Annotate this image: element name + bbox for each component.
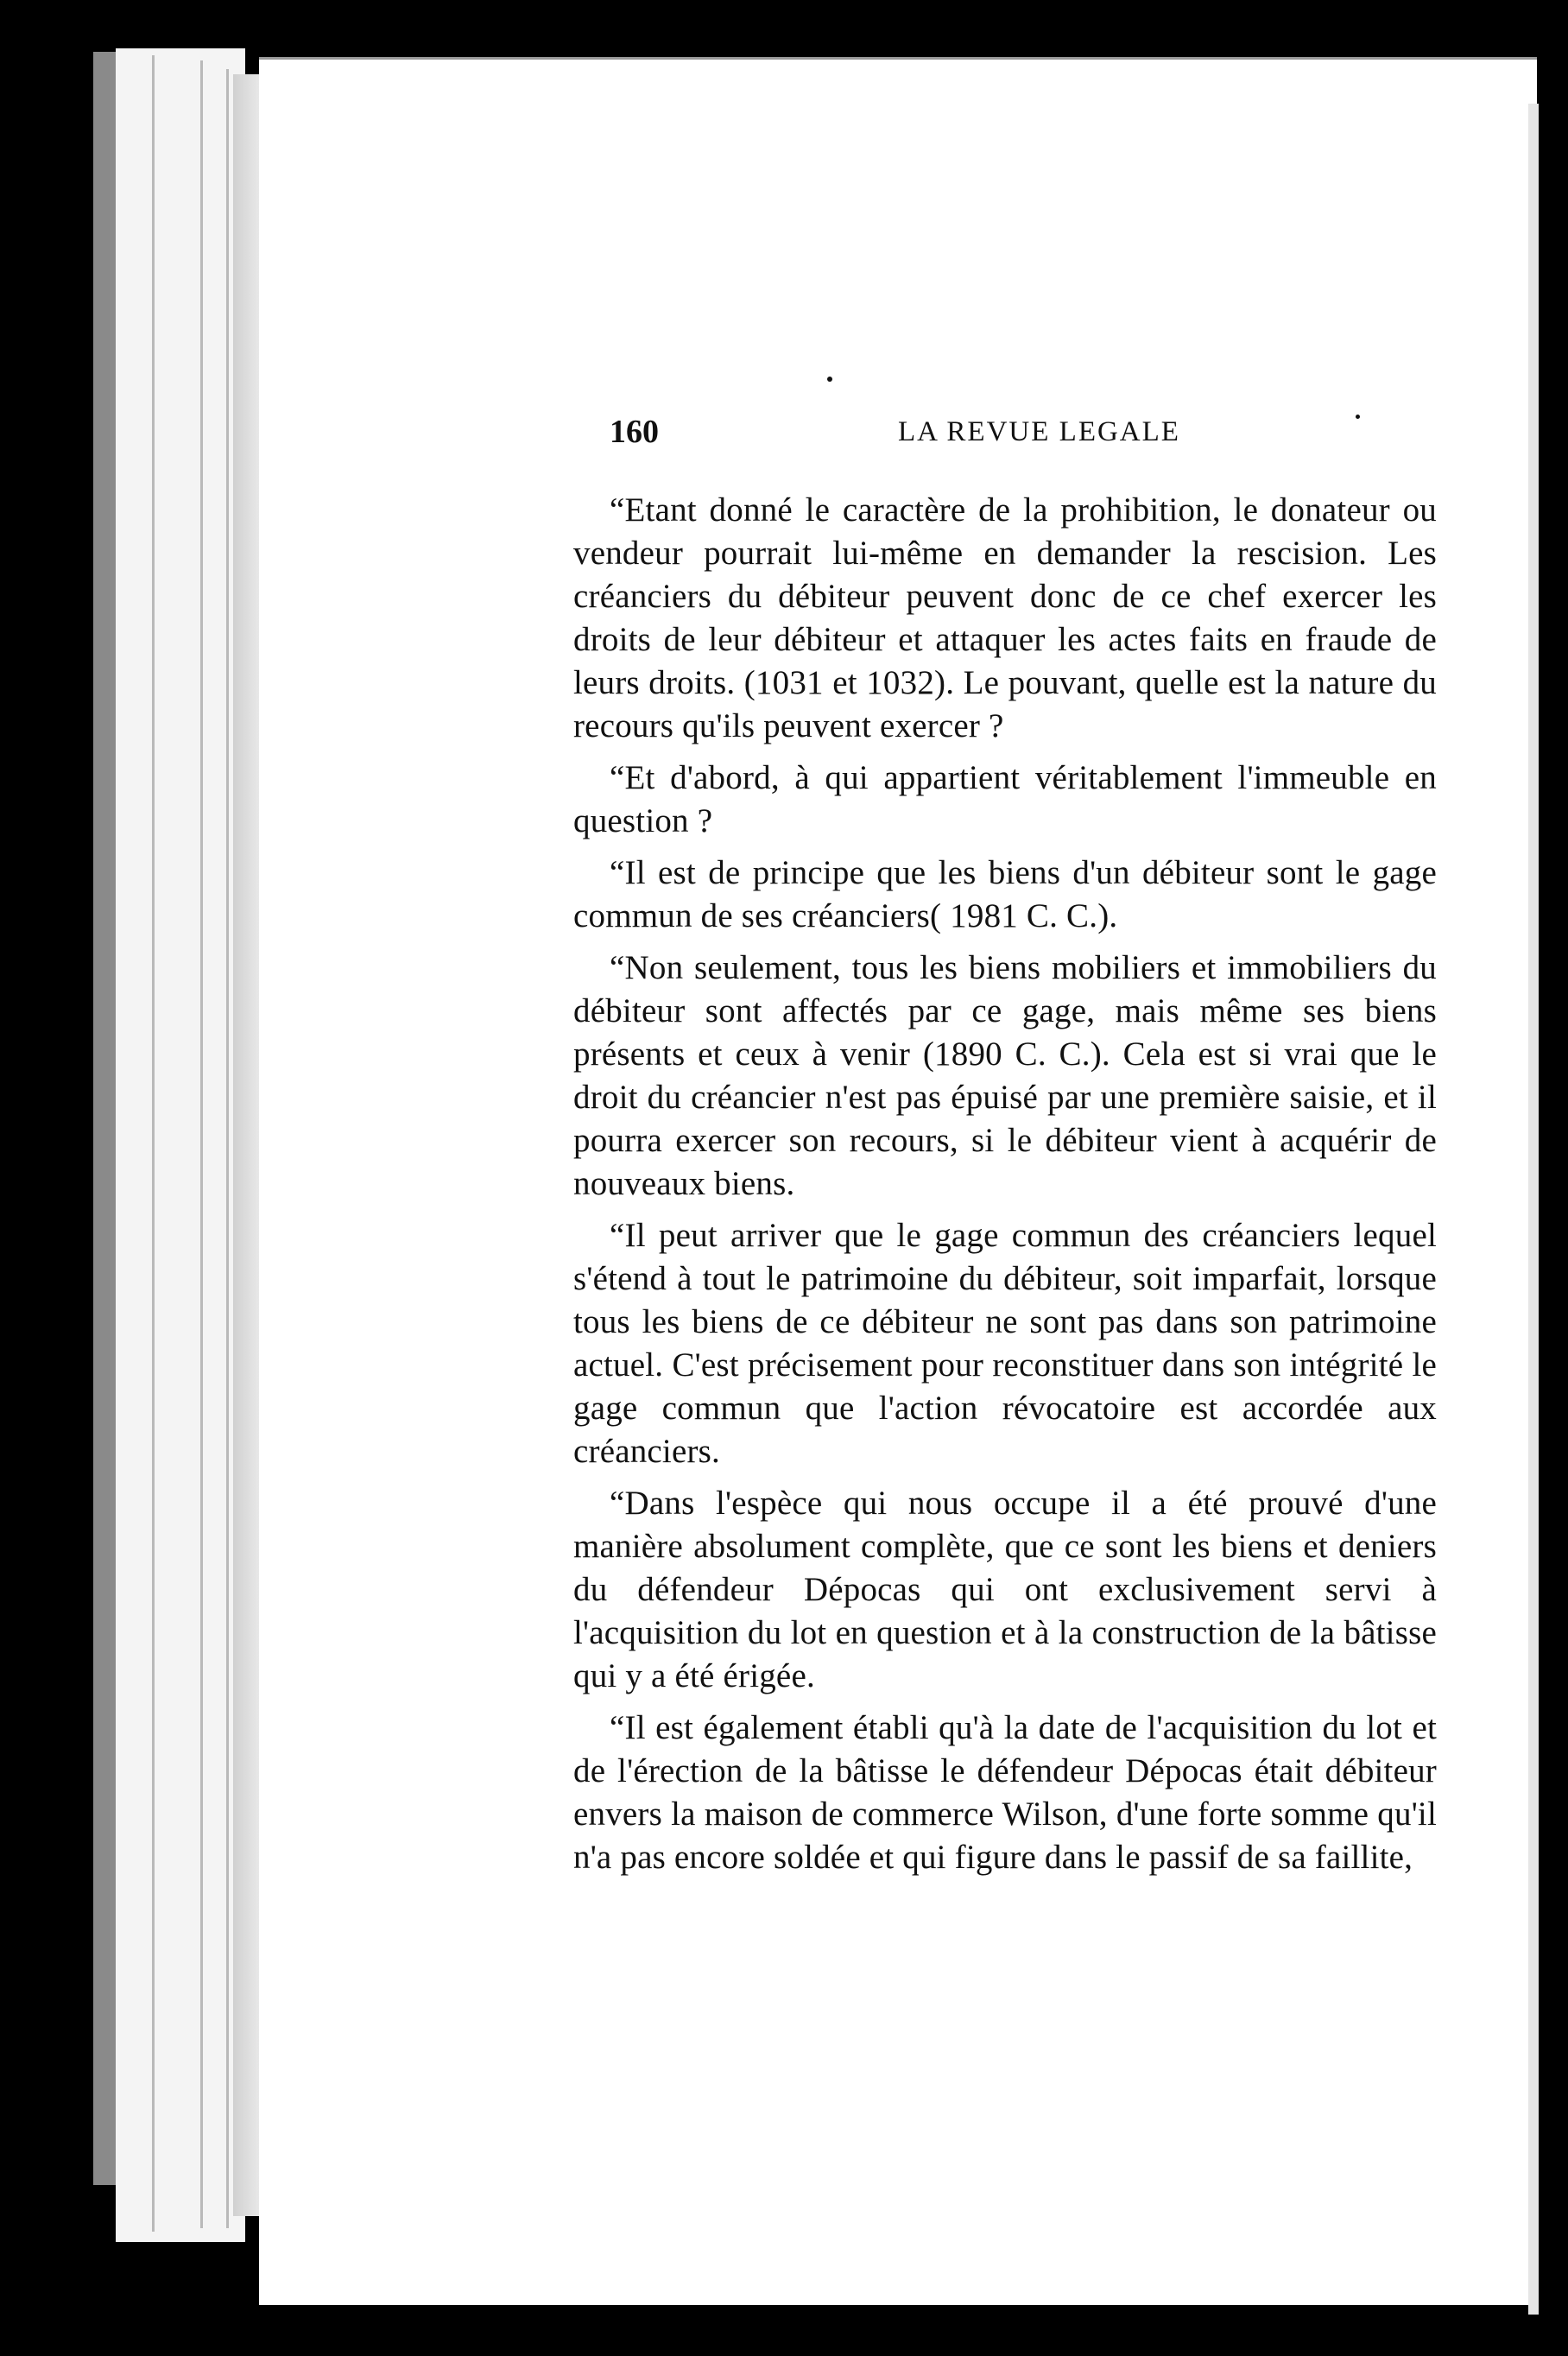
running-head: LA REVUE LEGALE: [898, 416, 1180, 447]
page-edge-line: [152, 55, 155, 2232]
body-text: [573, 489, 1437, 1879]
scan-border-right: [1539, 0, 1568, 2356]
paragraph: “Etant donné le caractère de la prohibition, le donateur ou vendeur pourrait lui-même en demander la rescision. Les créanciers du débiteur peuvent donc de ce chef exercer les droits de leur débiteur et attaquer les actes faits en fraude de leurs droits. (1031 et 1032). Le pouvant, quelle est la nature du recours qu'ils peuvent exercer ?: [573, 491, 1437, 744]
paragraph: “Il peut arriver que le gage commun des créanciers lequel s'étend à tout le patrimoine du débiteur, soit imparfait, lorsque tous les biens de ce débiteur ne sont pas dans son patrimoine actuel. C'est précisement pour reconstituer dans son intégrité le gage commun que l'action révocatoire est accordée aux créanciers.: [573, 1217, 1437, 1470]
page-edge-line: [226, 69, 229, 2228]
paragraph: “Et d'abord, à qui appartient véritablement l'immeuble en question ?: [573, 759, 1437, 839]
page-number: 160: [610, 414, 659, 450]
paragraph: “Non seulement, tous les biens mobiliers et immobiliers du débiteur sont affectés par ce gage, mais même ses biens présents et ceux à venir (1890 C. C.). Cela est si vrai que le droit du créancier n'est pas épuisé par une première saisie, et il pourra exercer son recours, si le débiteur vient à acquérir de nouveaux biens.: [573, 949, 1437, 1202]
page-header: [610, 413, 1430, 465]
paragraph: “Il est de principe que les biens d'un débiteur sont le gage commun de ses créanciers( 1981 C. C.).: [573, 854, 1437, 934]
paragraph: “Dans l'espèce qui nous occupe il a été prouvé d'une manière absolument complète, que ce sont les biens et deniers du défendeur Dépocas qui ont exclusivement servi à l'acquisition du lot en question et à la construction de la bâtisse qui y a été érigée.: [573, 1485, 1437, 1694]
paragraph: “Il est également établi qu'à la date de l'acquisition du lot et de l'érection de la bâtisse le défendeur Dépocas était débiteur envers la maison de commerce Wilson, d'une forte somme qu'il n'a pas encore soldée et qui figure dans le passif de sa faillite,: [573, 1709, 1437, 1876]
ink-speck: [827, 377, 832, 382]
page-edge-line: [200, 60, 203, 2228]
